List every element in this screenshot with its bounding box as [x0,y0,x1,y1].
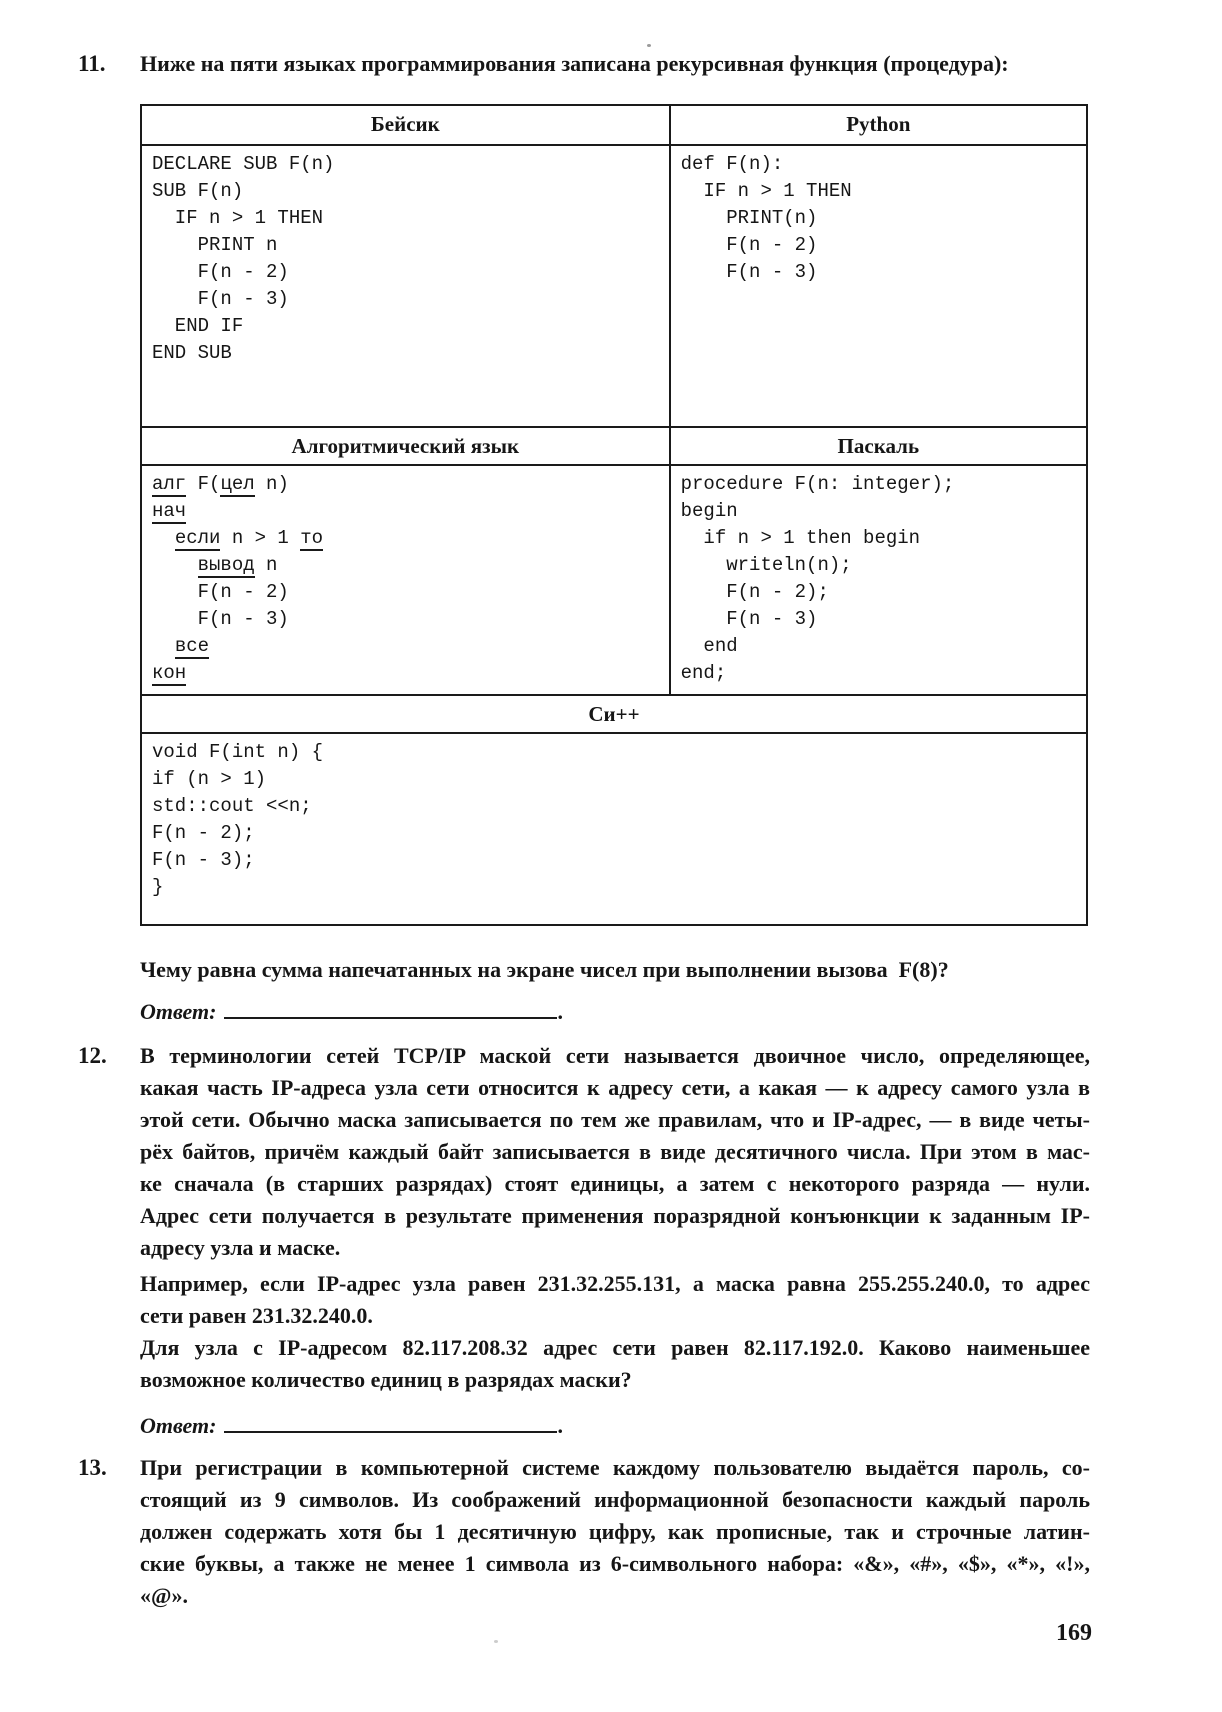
text-line: возможное количество единиц в разрядах маски? [140,1367,632,1392]
algo-keyword: вывод [197,554,255,576]
table-header-basic: Бейсик [142,106,671,144]
code-pascal [671,466,1086,694]
code-text [152,527,175,549]
code-line [152,606,659,633]
table-code-row-2 [142,464,1086,694]
table-header-cpp: Си++ [588,702,640,726]
code-line [152,340,659,367]
code-line [681,579,1076,606]
text-line: должен содержать хотя бы 1 десятичную цифру, как прописные, так и строчные латин- [140,1519,1090,1544]
code-line [681,660,1076,687]
code-text: end [680,635,738,657]
scan-artifact [647,44,651,47]
text-line: адресу узла и маске. [140,1235,341,1260]
code-line [681,232,1076,259]
code-text: F(n - 2); [152,822,255,844]
code-text: F(n - 3) [680,261,818,283]
problem-11-number: 11. [78,51,106,76]
text-line: «@». [140,1583,188,1608]
page-number: 169 [1056,1620,1092,1646]
problem-12-paragraph-2 [140,1268,1090,1332]
code-text: F(n - 2) [152,581,289,603]
code-line [681,498,1076,525]
code-line [152,232,659,259]
problem-12-paragraph-3 [140,1332,1090,1396]
code-line [681,552,1076,579]
code-text: std::cout <<n; [152,795,312,817]
code-text: procedure F(n: integer); [680,473,955,495]
answer-blank-line [224,1411,557,1433]
code-text: DECLARE SUB F(n) [152,153,335,175]
code-line [681,606,1076,633]
text-line: стоящий из 9 символов. Из соображений информационной безопасности каждый пароль [140,1487,1090,1512]
table-header-algo: Алгоритмический язык [142,428,671,464]
problem-13 [78,1452,1090,1612]
code-line [681,471,1076,498]
text-line: этой сети. Обычно маска записывается по тем же правилам, что и IP-адрес, — в виде четы- [140,1107,1090,1132]
code-line [152,471,659,498]
code-text [152,635,175,657]
algo-keyword: цел [220,473,255,495]
code-line [152,766,1076,793]
code-text: IF n > 1 THEN [152,207,324,229]
code-text: IF n > 1 THEN [680,180,852,202]
code-text: END IF [152,315,244,337]
code-python [671,146,1086,426]
code-text: F(n - 3) [152,288,289,310]
code-text: PRINT(n) [680,207,818,229]
answer-label: Ответ: [140,999,217,1024]
text-line: ские буквы, а также не менее 1 символа из 6-символьного набора: «&», «#», «$», «*», «!», [140,1551,1090,1576]
code-line [152,552,659,579]
algo-keyword: нач [152,500,187,522]
code-algo [142,466,671,694]
code-basic [142,146,671,426]
text-line: Для узла с IP-адресом 82.117.208.32 адрес сети равен 82.117.192.0. Каково наименьшее [140,1335,1090,1360]
code-line [152,259,659,286]
code-line [152,820,1076,847]
scan-artifact [494,1640,498,1643]
algo-keyword: то [300,527,324,549]
algo-keyword: если [174,527,221,549]
code-line [152,739,1076,766]
code-line [681,178,1076,205]
code-text: F(n - 3) [152,608,289,630]
code-line [681,525,1076,552]
code-text: if (n > 1) [152,768,267,790]
code-line [681,633,1076,660]
code-text: PRINT n [152,234,278,256]
code-text: F(n - 2) [152,261,289,283]
code-text: F(n - 3); [152,849,255,871]
code-line [152,286,659,313]
code-line [152,793,1076,820]
code-line [152,579,659,606]
code-text [152,554,198,576]
text-line: Например, если IP-адрес узла равен 231.32.255.131, а маска равна 255.255.240.0, то адрес [140,1271,1090,1296]
code-line [681,151,1076,178]
table-code-row-3 [142,732,1086,924]
algo-keyword: алг [152,473,187,495]
text-line: какая часть IP-адреса узла сети относится к адресу сети, а какая — к адресу самого узла в [140,1075,1090,1100]
problem-12-paragraph-1 [140,1040,1090,1264]
code-line [152,498,659,525]
problem-12 [78,1040,1090,1443]
problem-12-answer-row [140,1409,1090,1443]
code-text: SUB F(n) [152,180,244,202]
answer-blank-line [224,997,557,1019]
code-line [152,525,659,552]
code-line [152,205,659,232]
problem-12-number: 12. [78,1043,107,1068]
text-line: сети равен 231.32.240.0. [140,1303,373,1328]
code-text: end; [680,662,727,684]
answer-period: . [557,999,563,1024]
table-header-pascal: Паскаль [837,434,920,458]
problem-13-number: 13. [78,1455,107,1480]
code-line [152,151,659,178]
code-text: F( [186,473,221,495]
code-text: writeln(n); [680,554,852,576]
problem-11-title: Ниже на пяти языках программирования записана рекурсивная функция (процедура): [140,51,1009,76]
table-header-python: Python [846,112,911,136]
code-line [152,660,659,687]
table-header-row-3 [142,694,1086,732]
code-line [152,847,1076,874]
algo-keyword: все [174,635,210,657]
code-line [152,633,659,660]
code-text: END SUB [152,342,232,364]
text-line: ке сначала (в старших разрядах) стоят единицы, а затем с некоторого разряда — нули. [140,1171,1090,1196]
code-text: void F(int n) { [152,741,324,763]
code-text: } [152,876,164,898]
code-line [681,259,1076,286]
table-header-row-1 [142,106,1086,144]
code-text: n > 1 [220,527,301,549]
code-text: F(n - 2) [680,234,818,256]
code-text: F(n - 3) [680,608,818,630]
code-text: F(n - 2); [680,581,829,603]
code-cpp [142,734,1086,924]
text-line: При регистрации в компьютерной системе каждому пользователю выдаётся пароль, со- [140,1455,1090,1480]
answer-period: . [557,1413,563,1438]
code-line [681,205,1076,232]
text-line: Адрес сети получается в результате применения поразрядной конъюнкции к заданным IP- [140,1203,1090,1228]
table-code-row-1 [142,144,1086,426]
code-text: n) [254,473,289,495]
code-line [152,874,1076,901]
code-line [152,313,659,340]
text-line: рёх байтов, причём каждый байт записывается в виде десятичного числа. При этом в мас- [140,1139,1090,1164]
code-text: begin [680,500,738,522]
code-text: if n > 1 then begin [680,527,921,549]
code-text: n [254,554,278,576]
code-table [140,104,1088,926]
algo-keyword: кон [152,662,187,684]
problem-11-question: Чему равна сумма напечатанных на экране чисел при выполнении вызова F(8)? [140,957,949,982]
table-header-row-2 [142,426,1086,464]
answer-label: Ответ: [140,1413,217,1438]
problem-11 [78,48,1090,1029]
code-text: def F(n): [680,153,784,175]
problem-11-answer-row [140,995,1090,1029]
problem-13-paragraph-1 [140,1452,1090,1612]
code-line [152,178,659,205]
text-line: В терминологии сетей TCP/IP маской сети называется двоичное число, определяющее, [140,1043,1090,1068]
